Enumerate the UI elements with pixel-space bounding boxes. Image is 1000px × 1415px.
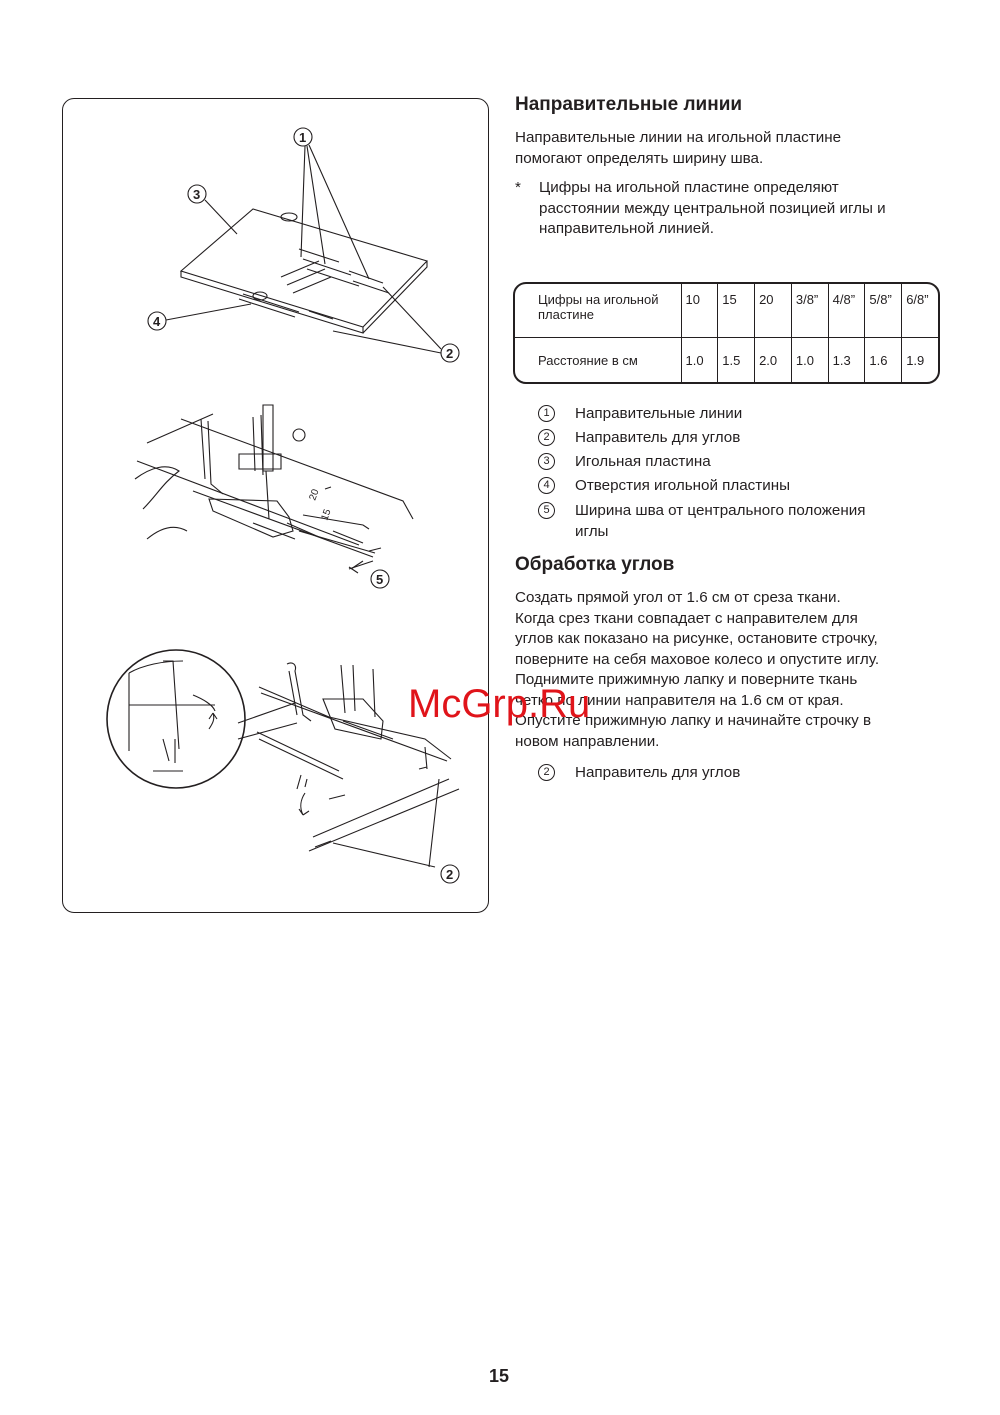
- text-line: Цифры на игольной пластине определяют: [539, 179, 839, 196]
- text-line: четко по линии направителя на 1.6 см от края.: [515, 691, 844, 709]
- text-line: Цифры на игольной: [538, 292, 659, 307]
- corners-paragraph: [515, 588, 985, 752]
- table-cell: 1.3: [828, 338, 865, 382]
- illustration-panel: [62, 98, 489, 913]
- text-line: расстоянии между центральной позицией иглы и: [539, 199, 886, 217]
- legend-number: 2: [538, 429, 555, 446]
- legend-number: 1: [538, 405, 555, 422]
- callout-3: 3: [193, 187, 201, 202]
- sewing-illustrations: [63, 99, 490, 914]
- legend-label: Отверстия игольной пластины: [575, 477, 791, 494]
- table-row: [515, 338, 938, 382]
- needle-plate-drawing: [181, 209, 427, 333]
- callout-group-fig1: [148, 128, 459, 362]
- table-cell: 1.5: [717, 338, 754, 382]
- table-cell: 1.9: [901, 338, 938, 382]
- legend-number: 2: [538, 764, 555, 781]
- table-cell: 1.6: [864, 338, 901, 382]
- seam-width-table: [513, 282, 940, 384]
- table-cell: 4/8”: [828, 284, 865, 338]
- text-line: новом направлении.: [515, 732, 660, 750]
- table-row: [515, 284, 938, 338]
- text-line: Когда срез ткани совпадает с направителем для: [515, 609, 858, 627]
- note-marker: *: [515, 179, 521, 196]
- callout-group-fig2: [349, 561, 389, 588]
- page-number: 15: [489, 1366, 510, 1386]
- corner-guide-drawing: [107, 650, 459, 867]
- table-cell: 2.0: [754, 338, 791, 382]
- text-line: углов как показано на рисунке, остановите строчку,: [515, 630, 878, 647]
- legend-label: Направитель для углов: [575, 429, 741, 446]
- text-line: Создать прямой угол от 1.6 см от среза ткани.: [515, 589, 841, 606]
- text-line: Направительные линии на игольной пластине: [515, 129, 842, 146]
- table-row-label: Расстояние в см: [538, 352, 638, 368]
- legend-label: Игольная пластина: [575, 453, 711, 470]
- legend-number: 5: [538, 502, 555, 519]
- presser-foot-drawing: [135, 405, 413, 569]
- text-line: Опустите прижимную лапку и начинайте строчку в: [515, 712, 872, 729]
- text-line: направительной линией.: [539, 220, 714, 237]
- callout-2-lower: 2: [446, 867, 454, 882]
- callout-5: 5: [376, 572, 384, 587]
- text-line: иглы: [575, 522, 609, 540]
- table-cell: 6/8”: [901, 284, 938, 338]
- legend-number: 3: [538, 453, 555, 470]
- plate-mark-15: 15: [319, 507, 334, 523]
- table-cell: 3/8”: [791, 284, 828, 338]
- guide-lines-paragraph: [515, 128, 841, 169]
- plate-mark-20: 20: [307, 487, 322, 503]
- text-line: помогают определять ширину шва.: [515, 149, 764, 167]
- table-cell: 20: [754, 284, 791, 338]
- callout-1: 1: [299, 130, 307, 145]
- section-heading-corners: Обработка углов: [515, 554, 675, 575]
- text-line: Поднимите прижимную лапку и поверните ткань: [515, 671, 858, 688]
- callout-4: 4: [153, 314, 161, 329]
- text-line: поверните на себя маховое колесо и опустите иглу.: [515, 650, 880, 668]
- watermark: McGrp.Ru: [408, 682, 591, 726]
- text-line: Ширина шва от центрального положения: [575, 502, 866, 519]
- legend-label: Направитель для углов: [575, 764, 741, 781]
- table-cell: 1.0: [681, 338, 718, 382]
- table-cell: 10: [681, 284, 718, 338]
- legend-label: [575, 501, 865, 542]
- callout-2: 2: [446, 346, 454, 361]
- table-cell: 5/8”: [864, 284, 901, 338]
- callout-group-fig3: [441, 865, 459, 883]
- table-cell: 1.0: [791, 338, 828, 382]
- legend-label: Направительные линии: [575, 405, 743, 422]
- note-text: [539, 178, 959, 240]
- table-row-label: [515, 284, 681, 338]
- section-heading-guide-lines: Направительные линии: [515, 94, 743, 115]
- text-line: пластине: [538, 307, 594, 322]
- table-cell: 15: [717, 284, 754, 338]
- legend-number: 4: [538, 477, 555, 494]
